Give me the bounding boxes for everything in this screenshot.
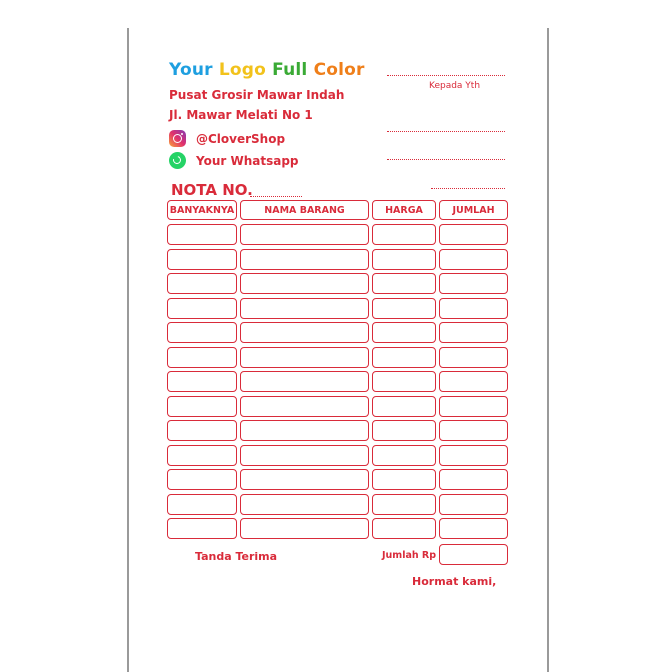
whatsapp-icon xyxy=(169,152,186,169)
cell-jumlah[interactable] xyxy=(439,469,508,490)
cell-nama-barang[interactable] xyxy=(240,445,369,466)
logo-word-3: Full xyxy=(272,60,308,80)
cell-nama-barang[interactable] xyxy=(240,469,369,490)
cell-harga[interactable] xyxy=(372,396,436,417)
recipient-line-1 xyxy=(387,75,505,76)
logo-word-2: Logo xyxy=(218,60,267,80)
cell-banyaknya[interactable] xyxy=(167,494,237,515)
cell-jumlah[interactable] xyxy=(439,273,508,294)
cell-nama-barang[interactable] xyxy=(240,420,369,441)
cell-harga[interactable] xyxy=(372,371,436,392)
cell-banyaknya[interactable] xyxy=(167,224,237,245)
hormat-kami-label: Hormat kami, xyxy=(412,575,497,588)
cell-banyaknya[interactable] xyxy=(167,420,237,441)
logo-word-4: Color xyxy=(313,60,365,80)
instagram-row xyxy=(169,130,285,147)
cell-banyaknya[interactable] xyxy=(167,298,237,319)
cell-harga[interactable] xyxy=(372,420,436,441)
cell-jumlah[interactable] xyxy=(439,445,508,466)
cell-banyaknya[interactable] xyxy=(167,396,237,417)
cell-banyaknya[interactable] xyxy=(167,347,237,368)
logo-word-1: Your xyxy=(169,60,213,80)
cell-banyaknya[interactable] xyxy=(167,322,237,343)
cell-jumlah[interactable] xyxy=(439,347,508,368)
cell-nama-barang[interactable] xyxy=(240,249,369,270)
cell-jumlah[interactable] xyxy=(439,249,508,270)
cell-nama-barang[interactable] xyxy=(240,518,369,539)
instagram-icon xyxy=(169,130,186,147)
cell-banyaknya[interactable] xyxy=(167,445,237,466)
cell-harga[interactable] xyxy=(372,469,436,490)
recipient-line-3 xyxy=(387,159,505,160)
header-nama-barang: NAMA BARANG xyxy=(240,200,369,220)
cell-banyaknya[interactable] xyxy=(167,371,237,392)
cell-nama-barang[interactable] xyxy=(240,298,369,319)
cell-jumlah[interactable] xyxy=(439,518,508,539)
shop-name: Pusat Grosir Mawar Indah xyxy=(169,88,345,102)
jumlah-rp-box[interactable] xyxy=(439,544,508,565)
header-jumlah: JUMLAH xyxy=(439,200,508,220)
cell-harga[interactable] xyxy=(372,273,436,294)
cell-nama-barang[interactable] xyxy=(240,273,369,294)
cell-banyaknya[interactable] xyxy=(167,273,237,294)
cell-jumlah[interactable] xyxy=(439,396,508,417)
cell-harga[interactable] xyxy=(372,224,436,245)
cell-nama-barang[interactable] xyxy=(240,224,369,245)
cell-jumlah[interactable] xyxy=(439,494,508,515)
recipient-line-2 xyxy=(387,131,505,132)
cell-harga[interactable] xyxy=(372,494,436,515)
cell-banyaknya[interactable] xyxy=(167,518,237,539)
cell-harga[interactable] xyxy=(372,347,436,368)
header-harga: HARGA xyxy=(372,200,436,220)
cell-nama-barang[interactable] xyxy=(240,396,369,417)
cell-harga[interactable] xyxy=(372,445,436,466)
header-banyaknya: BANYAKNYA xyxy=(167,200,237,220)
logo-text xyxy=(169,60,365,80)
cell-nama-barang[interactable] xyxy=(240,494,369,515)
cell-jumlah[interactable] xyxy=(439,224,508,245)
tanda-terima-label: Tanda Terima xyxy=(195,550,278,563)
whatsapp-number: Your Whatsapp xyxy=(196,153,299,168)
cell-jumlah[interactable] xyxy=(439,298,508,319)
cell-banyaknya[interactable] xyxy=(167,249,237,270)
cell-harga[interactable] xyxy=(372,249,436,270)
cell-jumlah[interactable] xyxy=(439,371,508,392)
cell-nama-barang[interactable] xyxy=(240,322,369,343)
cell-harga[interactable] xyxy=(372,298,436,319)
cell-nama-barang[interactable] xyxy=(240,347,369,368)
instagram-handle: @CloverShop xyxy=(196,131,286,146)
cell-harga[interactable] xyxy=(372,518,436,539)
shop-address: Jl. Mawar Melati No 1 xyxy=(169,108,313,122)
cell-banyaknya[interactable] xyxy=(167,469,237,490)
cell-jumlah[interactable] xyxy=(439,420,508,441)
invoice-page xyxy=(127,28,549,672)
jumlah-rp-label: Jumlah Rp xyxy=(382,550,437,561)
nota-label: NOTA NO. xyxy=(171,181,253,199)
whatsapp-row xyxy=(169,152,299,169)
cell-jumlah[interactable] xyxy=(439,322,508,343)
nota-number-line xyxy=(250,196,302,197)
cell-nama-barang[interactable] xyxy=(240,371,369,392)
recipient-label: Kepada Yth xyxy=(429,81,481,91)
date-line xyxy=(431,188,505,189)
cell-harga[interactable] xyxy=(372,322,436,343)
